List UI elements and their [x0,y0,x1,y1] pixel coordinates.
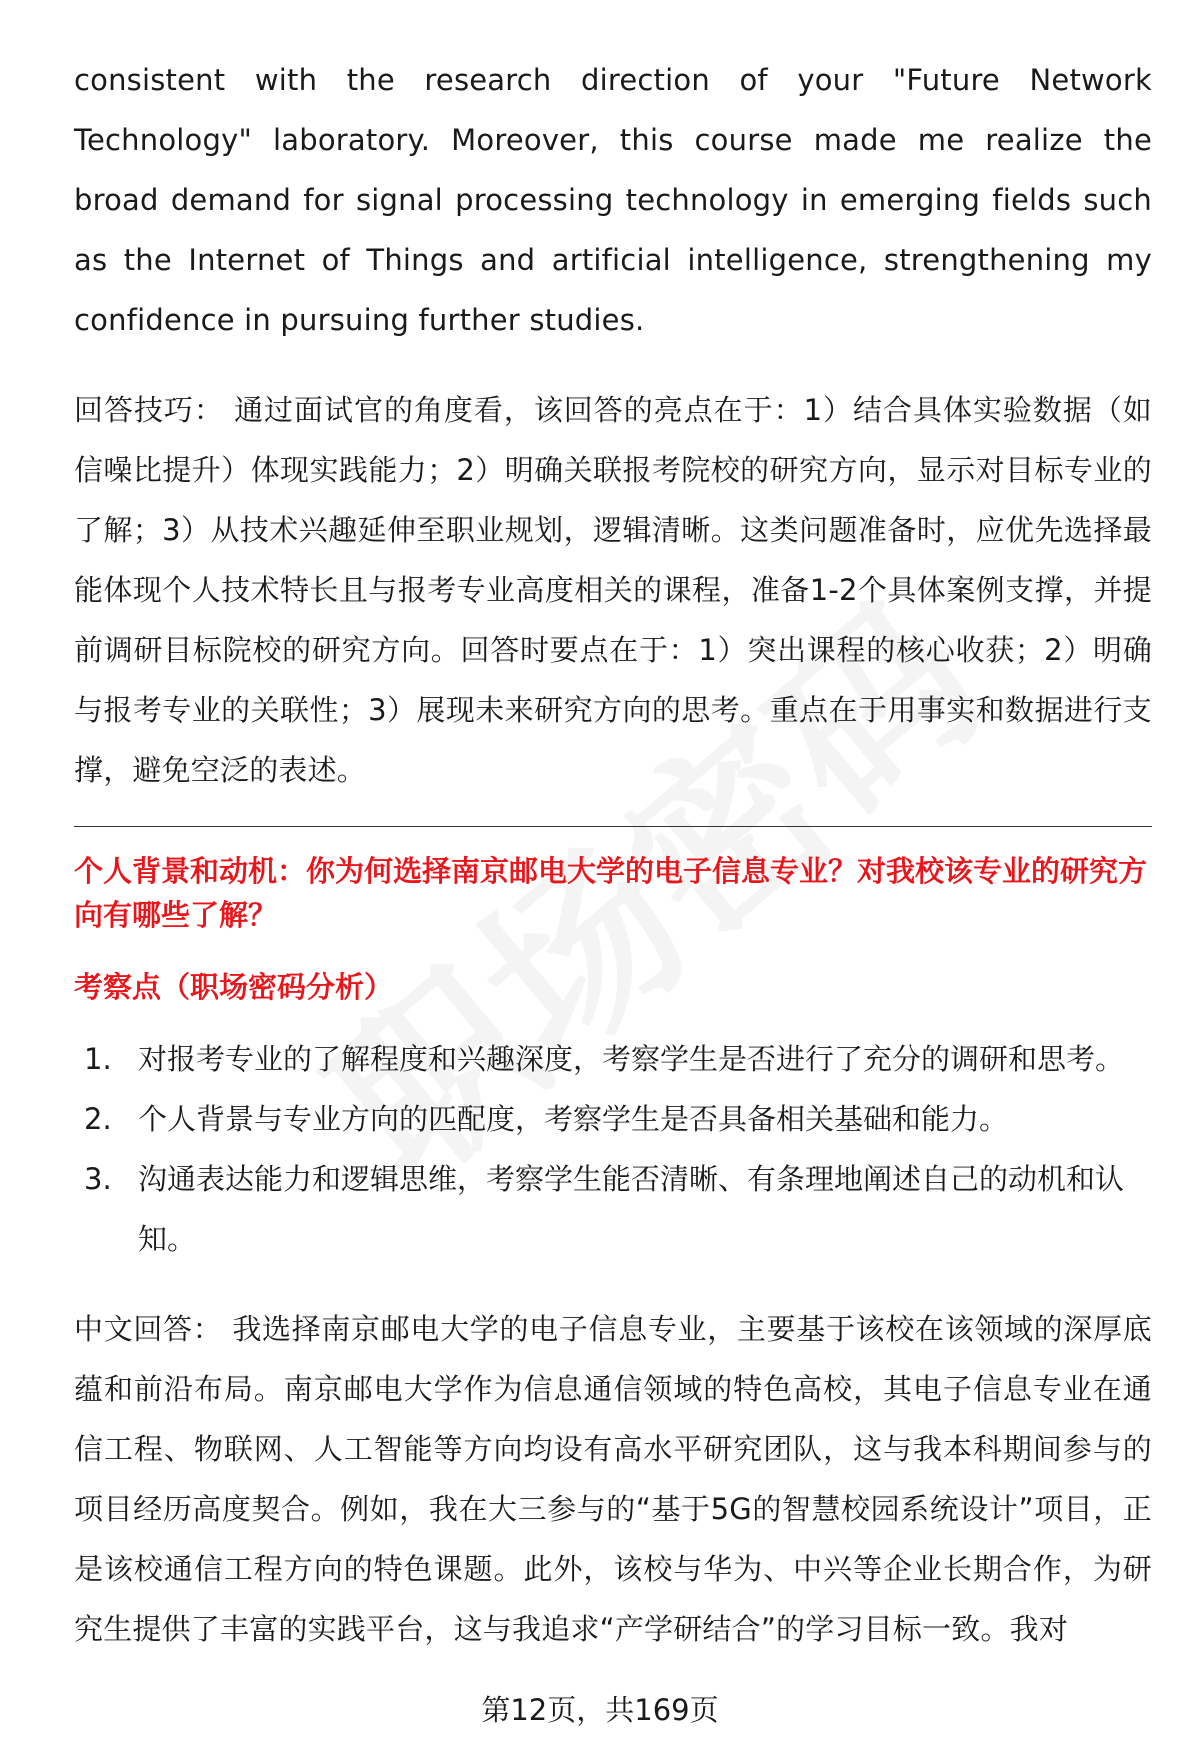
assessment-points-list [74,1029,1152,1269]
page-number-footer: 第12页，共169页 [481,1693,719,1727]
list-item [74,1029,1152,1089]
english-answer-continuation: consistent with the research direction of your "Future Network Technology" laboratory. Moreover, this course made me realize the broad demand for signal processing technology in emerging fields such as the Internet of Things and artificial intelligence, strengthening my confidence in pursuing further studies. [74,63,1152,337]
list-item-text: 沟通表达能力和逻辑思维，考察学生能否清晰、有条理地阐述自己的动机和认知。 [138,1162,1125,1256]
list-item-number: 1. [84,1042,112,1076]
answer-tips: 回答技巧： 通过面试官的角度看，该回答的亮点在于：1）结合具体实验数据（如信噪比提升）体现实践能力；2）明确关联报考院校的研究方向，显示对目标专业的了解；3）从技术兴趣延伸至职业规划，逻辑清晰。这类问题准备时，应优先选择最能体现个人技术特长且与报考专业高度相关的课程，准备1-2个具体案例支撑，并提前调研目标院校的研究方向。回答时要点在于：1）突出课程的核心收获；2）明确与报考专业的关联性；3）展现未来研究方向的思考。重点在于用事实和数据进行支撑，避免空泛的表述。 [74,393,1152,787]
list-item-text: 对报考专业的了解程度和兴趣深度，考察学生是否进行了充分的调研和思考。 [138,1042,1125,1076]
list-item-text: 个人背景与专业方向的匹配度，考察学生是否具备相关基础和能力。 [138,1102,1009,1136]
section-divider [74,826,1152,827]
list-item-number: 2. [84,1102,112,1136]
assessment-title: 考察点（职场密码分析） [74,970,394,1004]
list-item [74,1089,1152,1149]
list-item-number: 3. [84,1162,112,1196]
chinese-answer: 中文回答： 我选择南京邮电大学的电子信息专业，主要基于该校在该领域的深厚底蕴和前沿布局。南京邮电大学作为信息通信领域的特色高校，其电子信息专业在通信工程、物联网、人工智能等方向均设有高水平研究团队，这与我本科期间参与的项目经历高度契合。例如，我在大三参与的“基于5G的智慧校园系统设计”项目，正是该校通信工程方向的特色课题。此外，该校与华为、中兴等企业长期合作，为研究生提供了丰富的实践平台，这与我追求“产学研结合”的学习目标一致。我对 [74,1312,1152,1646]
list-item [74,1149,1152,1269]
question-title: 个人背景和动机：你为何选择南京邮电大学的电子信息专业？对我校该专业的研究方向有哪些了解？ [74,854,1148,932]
document-page [74,50,1152,1659]
